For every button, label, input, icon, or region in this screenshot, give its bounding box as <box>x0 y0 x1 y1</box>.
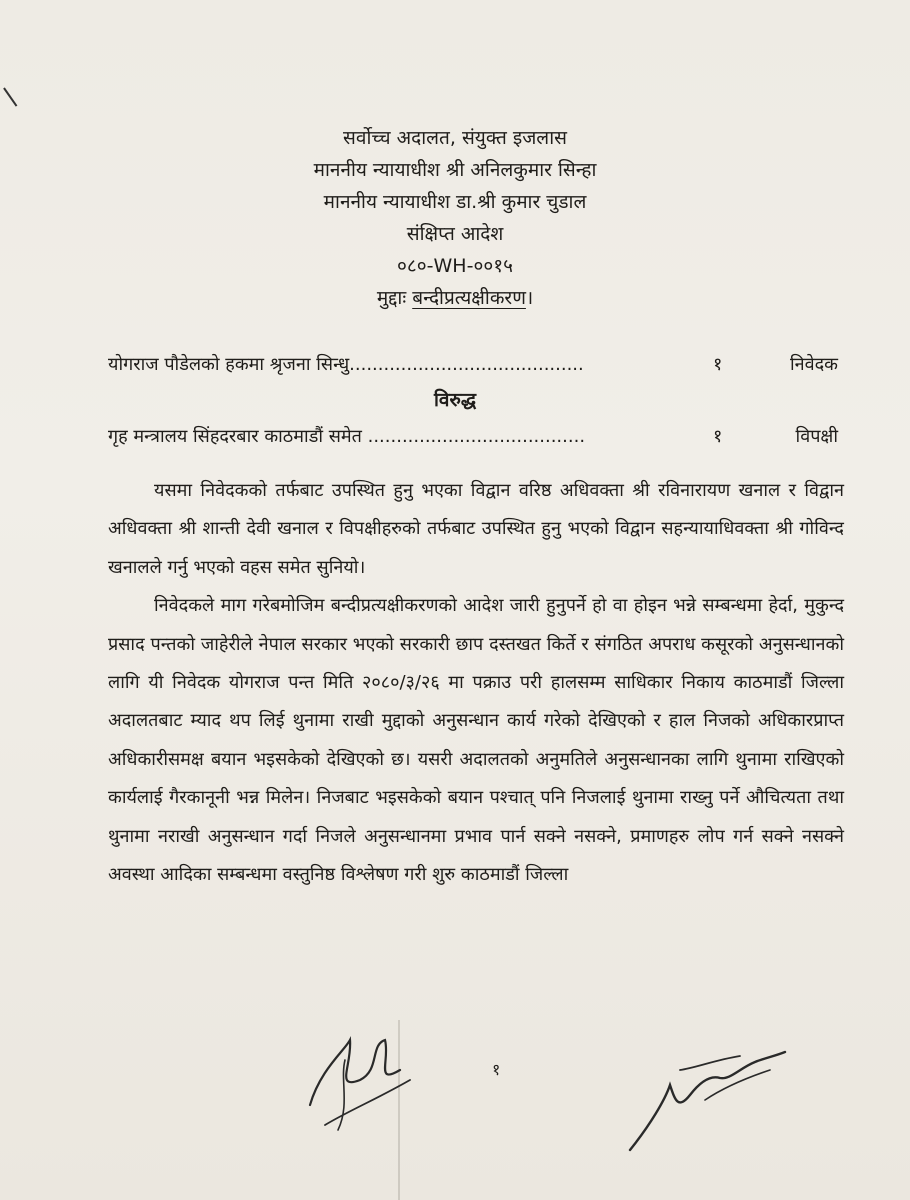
versus-label: विरुद्ध <box>433 389 477 411</box>
respondent-name: गृह मन्त्रालय सिंहदरबार काठमाडौं समेत ...................................... <box>108 426 586 447</box>
order-body <box>108 472 844 894</box>
paragraph-1: यसमा निवेदकको तर्फबाट उपस्थित हुनु भएका विद्वान वरिष्ठ अधिवक्ता श्री रविनारायण खनाल र विद्वान अधिवक्ता श्री शान्ती देवी खनाल र विपक्षीहरुको तर्फबाट उपस्थित हुनु भएको विद्वान सहन्यायाधिवक्ता श्री गोविन्द खनालले गर्नु भएको वहस समेत सुनियो। <box>108 480 844 578</box>
petitioner-name: योगराज पौडेलको हकमा श्रृजना सिन्धु......................................... <box>108 354 584 375</box>
respondent-role: विपक्षी <box>795 426 838 447</box>
signature-left <box>290 1010 440 1140</box>
corner-pen-mark <box>3 79 29 106</box>
page-number: १ <box>492 1060 501 1079</box>
petitioner-row <box>108 352 838 376</box>
justice-2: माननीय न्यायाधीश डा.श्री कुमार चुडाल <box>323 191 587 213</box>
order-header <box>0 122 910 314</box>
signature-right <box>620 1030 800 1160</box>
subject-end: । <box>525 287 534 309</box>
petitioner-count: १ <box>713 354 723 375</box>
court-name: सर्वोच्च अदालत, संयुक्त इजलास <box>343 127 567 149</box>
subject-value: बन्दीप्रत्यक्षीकरण <box>412 287 526 309</box>
case-number: ०८०-WH-००१५ <box>397 255 513 277</box>
paragraph-2: निवेदकले माग गरेबमोजिम बन्दीप्रत्यक्षीकरणको आदेश जारी हुनुपर्ने हो वा होइन भन्ने सम्बन्धमा हेर्दा, मुकुन्द प्रसाद पन्तको जाहेरीले नेपाल सरकार भएको सरकारी छाप दस्तखत किर्ते र संगठित अपराध कसूरको अनुसन्धानको लागि यी निवेदक योगराज पन्त मिति २०८०/३/२६ मा पक्राउ परी हालसम्म साधिकार निकाय काठमाडौं जिल्ला अदालतबाट म्याद थप लिई थुनामा राखी मुद्दाको अनुसन्धान कार्य गरेको देखिएको र हाल निजको अधिकारप्राप्त अधिकारीसमक्ष बयान भइसकेको देखिएको छ। यसरी अदालतको अनुमतिले अनुसन्धानका लागि थुनामा राखिएको कार्यलाई गैरकानूनी भन्न मिलेन। निजबाट भइसकेको बयान पश्चात् पनि निजलाई थुनामा राख्नु पर्ने औचित्यता तथा थुनामा नराखी अनुसन्धान गर्दा निजले अनुसन्धानमा प्रभाव पार्न सक्ने नसक्ने, प्रमाणहरु लोप गर्न सक्ने नसक्ने अवस्था आदिका सम्बन्धमा वस्तुनिष्ठ विश्लेषण गरी शुरु काठमाडौं जिल्ला <box>108 595 844 886</box>
order-type: संक्षिप्त आदेश <box>406 223 504 245</box>
case-subject <box>0 282 910 314</box>
respondent-count: १ <box>713 426 723 447</box>
petitioner-role: निवेदक <box>789 354 838 375</box>
respondent-row <box>108 424 838 448</box>
subject-label: मुद्दाः <box>376 287 407 309</box>
justice-1: माननीय न्यायाधीश श्री अनिलकुमार सिन्हा <box>313 159 597 181</box>
